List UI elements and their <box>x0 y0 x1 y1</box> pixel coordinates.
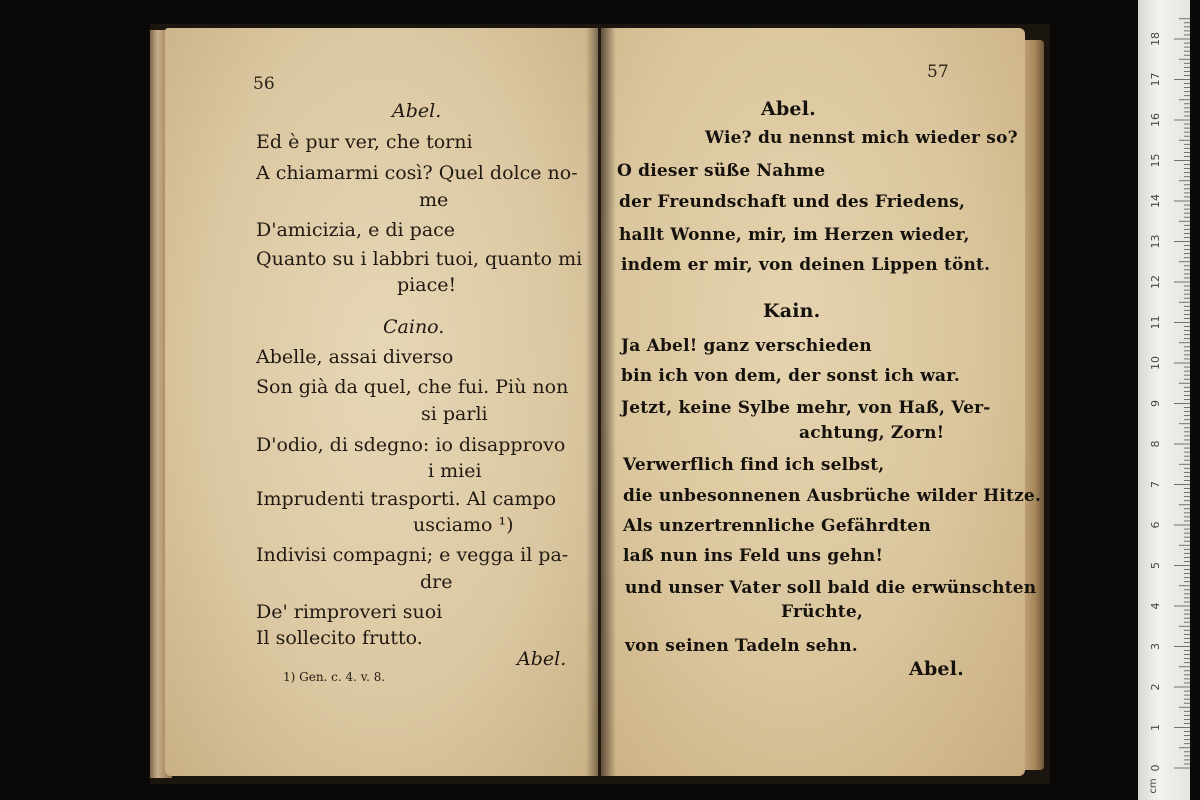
verse-line: Il sollecito frutto. <box>256 627 423 649</box>
catchword: Abel. <box>517 648 567 670</box>
verse-line: D'odio, di sdegno: io disapprovo <box>256 434 566 456</box>
ruler-label: 9 <box>1149 400 1162 407</box>
verse-line: laß nun ins Feld uns gehn! <box>623 546 884 566</box>
ruler-label: 5 <box>1149 562 1162 569</box>
left-page <box>165 28 598 776</box>
page-number: 57 <box>927 62 949 82</box>
verse-line: si parli <box>421 403 488 425</box>
verse-line: von seinen Tadeln sehn. <box>625 636 858 656</box>
verse-line: und unser Vater soll bald die erwünschten <box>625 578 1037 598</box>
verse-line: D'amicizia, e di pace <box>256 219 456 241</box>
verse-line: der Freundschaft und des Friedens, <box>619 192 966 212</box>
speaker-name: Abel. <box>392 100 442 122</box>
ruler-label: 14 <box>1149 194 1162 208</box>
speaker-name: Caino. <box>383 316 445 338</box>
book-gutter <box>586 28 616 776</box>
ruler-unit: cm <box>1148 778 1159 794</box>
verse-line: Als unzertrennliche Gefährdten <box>623 516 931 536</box>
ruler-label: 8 <box>1149 440 1162 448</box>
verse-line: Indivisi compagni; e vegga il pa- <box>256 544 569 566</box>
speaker-name: Abel. <box>761 98 816 120</box>
ruler-label: 17 <box>1149 72 1162 87</box>
ruler-label: 4 <box>1149 602 1162 610</box>
verse-line: A chiamarmi così? Quel dolce no- <box>256 162 578 184</box>
ruler-label: 1 <box>1149 724 1162 731</box>
ruler-label: 10 <box>1149 356 1162 370</box>
verse-line: bin ich von dem, der sonst ich war. <box>621 366 960 386</box>
ruler-label: 0 <box>1149 764 1162 772</box>
ruler-scale <box>1138 0 1190 800</box>
verse-line: Abelle, assai diverso <box>256 346 454 368</box>
catchword: Abel. <box>909 658 964 680</box>
ruler-label: 11 <box>1149 315 1162 330</box>
verse-line: usciamo ¹) <box>413 514 514 536</box>
ruler-label: 3 <box>1149 643 1162 650</box>
ruler-label: 12 <box>1149 275 1162 289</box>
verse-line: Ja Abel! ganz verschieden <box>621 336 872 356</box>
right-page-edges <box>1022 40 1044 770</box>
verse-line: Son già da quel, che fui. Più non <box>256 376 569 398</box>
verse-line: Jetzt, keine Sylbe mehr, von Haß, Ver- <box>621 398 991 418</box>
speaker-name: Kain. <box>763 300 821 322</box>
verse-line: Ed è pur ver, che torni <box>256 131 473 153</box>
verse-line: Quanto su i labbri tuoi, quanto mi <box>256 248 583 270</box>
verse-line: die unbesonnenen Ausbrüche wilder Hitze. <box>623 486 1042 506</box>
ruler-label: 7 <box>1149 481 1162 488</box>
verse-line: Verwerflich find ich selbst, <box>623 455 885 475</box>
measuring-ruler <box>1138 0 1190 800</box>
verse-line: me <box>419 189 449 211</box>
verse-line: O dieser süße Nahme <box>617 161 826 181</box>
footnote: 1) Gen. c. 4. v. 8. <box>283 670 386 684</box>
verse-line: dre <box>420 571 453 593</box>
verse-line: i miei <box>428 460 482 482</box>
verse-line: indem er mir, von deinen Lippen tönt. <box>621 255 991 275</box>
verse-line: achtung, Zorn! <box>799 423 945 443</box>
ruler-label: 2 <box>1149 683 1162 691</box>
verse-line: Wie? du nennst mich wieder so? <box>705 128 1018 148</box>
verse-line: piace! <box>397 274 457 296</box>
ruler-label: 16 <box>1149 113 1162 127</box>
page-number: 56 <box>253 74 275 94</box>
right-page <box>601 28 1042 776</box>
ruler-label: 15 <box>1149 153 1162 168</box>
verse-line: Imprudenti trasporti. Al campo <box>256 488 557 510</box>
ruler-label: 13 <box>1149 234 1162 249</box>
ruler-label: 18 <box>1149 32 1162 46</box>
ruler-label: 6 <box>1149 521 1162 529</box>
verse-line: hallt Wonne, mir, im Herzen wieder, <box>619 225 970 245</box>
verse-line: Früchte, <box>781 602 863 622</box>
verse-line: De' rimproveri suoi <box>256 601 443 623</box>
